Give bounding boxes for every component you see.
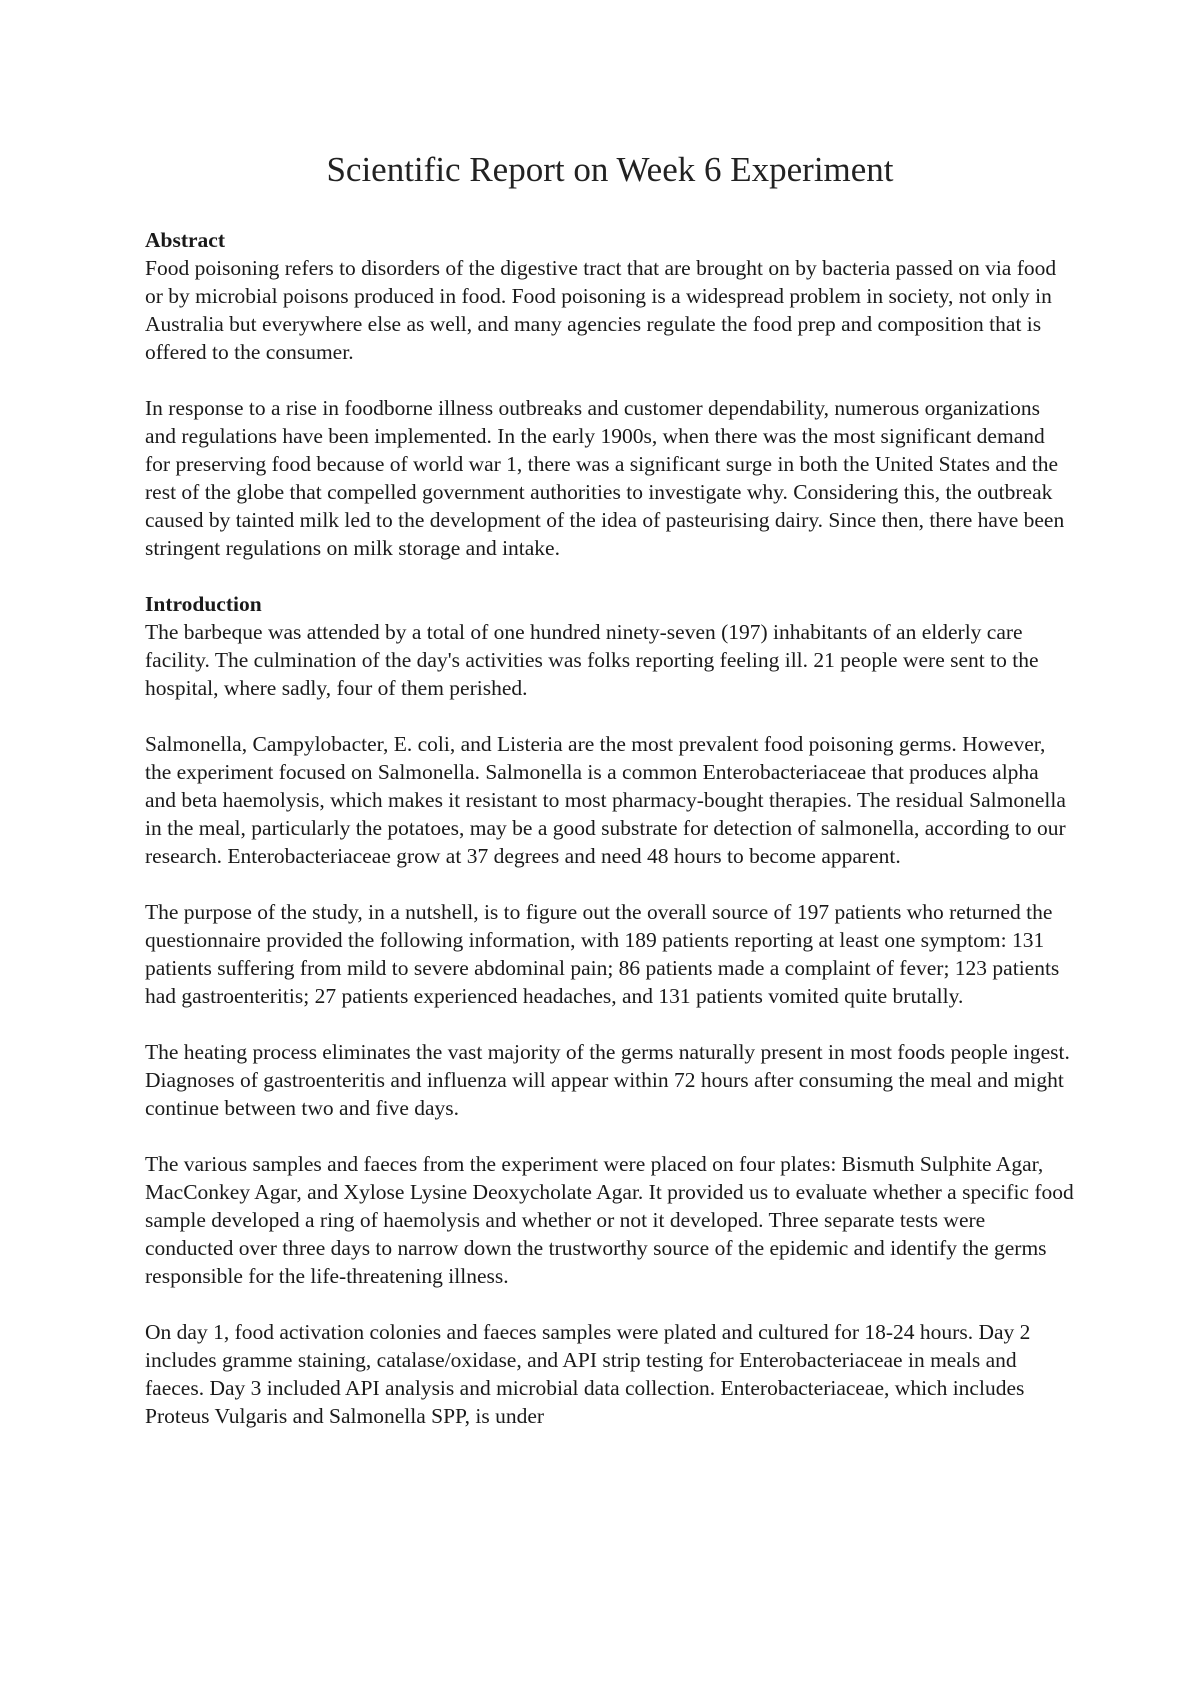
introduction-paragraph: On day 1, food activation colonies and faeces samples were plated and cultured for 18-24 hours. Day 2 includes gramme staining, catalase/oxidase, and API strip testing for Enterobacteriaceae in meals and faeces. Day 3 included API analysis and microbial data collection. Enterobacteriaceae, which includes Proteus Vulgaris and Salmonella SPP, is under: [145, 1320, 1031, 1428]
abstract-paragraph: Food poisoning refers to disorders of the digestive tract that are brought on by bacteria passed on via food or by microbial poisons produced in food. Food poisoning is a widespread problem in society, not only in Australia but everywhere else as well, and many agencies regulate the food prep and composition that is offered to the consumer.: [145, 256, 1057, 364]
document-body: [145, 148, 1075, 1430]
document-title: Scientific Report on Week 6 Experiment: [326, 150, 894, 189]
introduction-paragraph: The barbeque was attended by a total of one hundred ninety-seven (197) inhabitants of an elderly care facility. The culmination of the day's activities was folks reporting feeling ill. 21 people were sent to the hospital, where sadly, four of them perished.: [145, 620, 1039, 700]
abstract-section: [145, 226, 1075, 562]
introduction-paragraph: The purpose of the study, in a nutshell, is to figure out the overall source of 197 patients who returned the questionnaire provided the following information, with 189 patients reporting at least one symptom: 131 patients suffering from mild to severe abdominal pain; 86 patients made a complaint of fever; 123 patients had gastroenteritis; 27 patients experienced headaches, and 131 patients vomited quite brutally.: [145, 900, 1060, 1008]
abstract-paragraph: In response to a rise in foodborne illness outbreaks and customer dependability, numerous organizations and regulations have been implemented. In the early 1900s, when there was the most significant demand for preserving food because of world war 1, there was a significant surge in both the United States and the rest of the globe that compelled government authorities to investigate why. Considering this, the outbreak caused by tainted milk led to the development of the idea of pasteurising dairy. Since then, there have been stringent regulations on milk storage and intake.: [145, 396, 1065, 560]
abstract-heading: Abstract: [145, 228, 226, 252]
introduction-paragraph: Salmonella, Campylobacter, E. coli, and Listeria are the most prevalent food poisoning germs. However, the experiment focused on Salmonella. Salmonella is a common Enterobacteriaceae that produces alpha and beta haemolysis, which makes it resistant to most pharmacy-bought therapies. The residual Salmonella in the meal, particularly the potatoes, may be a good substrate for detection of salmonella, according to our research. Enterobacteriaceae grow at 37 degrees and need 48 hours to become apparent.: [145, 732, 1066, 868]
introduction-paragraph: The heating process eliminates the vast majority of the germs naturally present in most foods people ingest. Diagnoses of gastroenteritis and influenza will appear within 72 hours after consuming the meal and might continue between two and five days.: [145, 1040, 1070, 1120]
introduction-paragraph: The various samples and faeces from the experiment were placed on four plates: Bismuth Sulphite Agar, MacConkey Agar, and Xylose Lysine Deoxycholate Agar. It provided us to evaluate whether a specific food sample developed a ring of haemolysis and whether or not it developed. Three separate tests were conducted over three days to narrow down the trustworthy source of the epidemic and identify the germs responsible for the life-threatening illness.: [145, 1152, 1074, 1288]
introduction-section: [145, 590, 1075, 1430]
introduction-heading: Introduction: [145, 592, 262, 616]
